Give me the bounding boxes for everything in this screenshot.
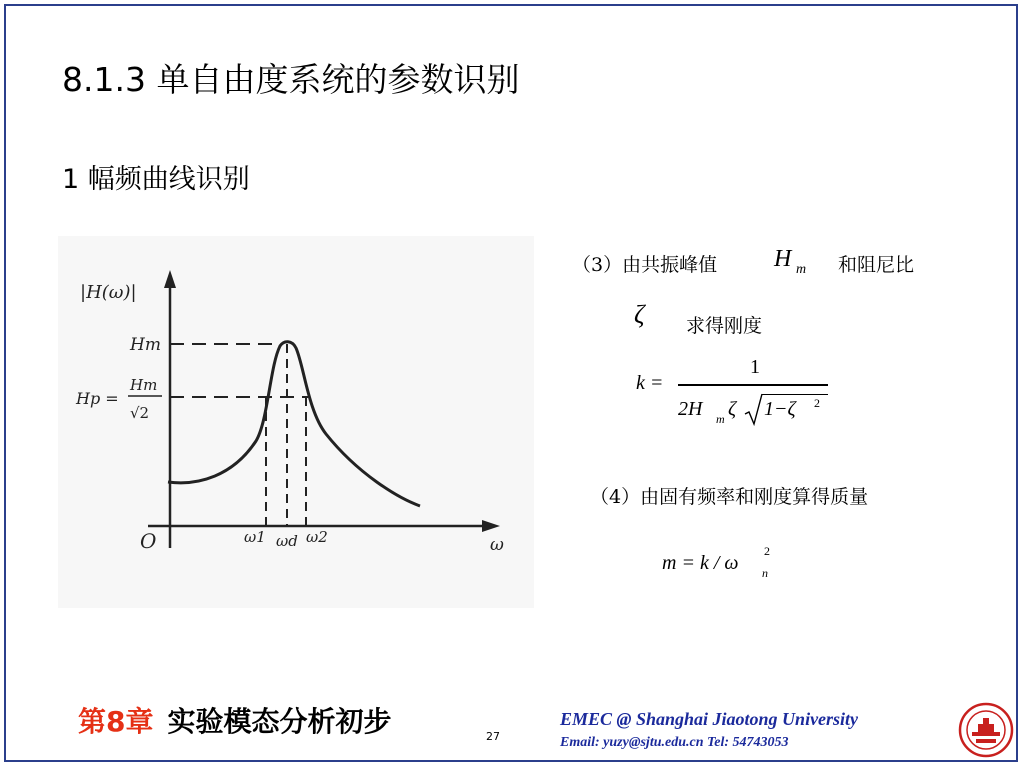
formula-k-den-root: 1−ζ (764, 398, 796, 420)
step4-text: （4）由固有频率和刚度算得质量 (590, 486, 869, 508)
formula-m-sup: 2 (764, 544, 770, 558)
footer-chapter-block (78, 700, 392, 740)
amplitude-frequency-figure (58, 236, 534, 608)
step3-stiffness-text: 求得刚度 (686, 315, 763, 337)
formula-k-den-zeta: ζ (728, 398, 737, 420)
formula-k-den-m: m (716, 412, 725, 426)
page-number: 27 (486, 730, 500, 743)
footer-contact: Email: yuzy@sjtu.edu.cn Tel: 54743053 (560, 735, 789, 750)
formula-k-den-square: 2 (814, 396, 820, 410)
amplitude-frequency-plot (58, 236, 534, 608)
section-heading: 1 幅频曲线识别 (62, 164, 250, 195)
formula-k-lhs: k = (636, 372, 664, 394)
formula-k-numerator: 1 (750, 356, 760, 378)
sqrt-sign (744, 392, 764, 428)
hp-numerator: Hm (130, 376, 158, 394)
slide-title: 8.1.3 单自由度系统的参数识别 (62, 60, 520, 99)
omega2-label: ω2 (306, 528, 328, 546)
x-axis-label: ω (490, 535, 504, 555)
university-logo (958, 702, 1014, 758)
step3-text: （3）由共振峰值 (572, 254, 718, 276)
y-axis-arrow (164, 270, 176, 288)
hm-symbol: H (774, 246, 792, 272)
chapter-label: 第8章 (78, 705, 154, 738)
hp-label: Hp = (76, 389, 119, 408)
hm-subscript: m (796, 262, 807, 277)
omegad-label: ωd (276, 532, 298, 550)
step3-damping-text: 和阻尼比 (838, 254, 915, 276)
hp-denominator: √2 (130, 404, 150, 422)
footer-organization: EMEC @ Shanghai Jiaotong University (560, 709, 859, 729)
y-axis-label: |H(ω)| (80, 282, 137, 303)
zeta-symbol: ζ (634, 300, 645, 329)
x-axis-arrow (482, 520, 500, 532)
formula-k-den-2h: 2H (678, 398, 703, 420)
response-curve (168, 342, 420, 506)
formula-k-fraction-bar (678, 384, 828, 386)
formula-m-sub: n (762, 566, 768, 580)
formula-m: m = k / ω (662, 552, 739, 574)
course-title: 实验模态分析初步 (167, 705, 392, 738)
omega1-label: ω1 (244, 528, 266, 546)
hm-label: Hm (130, 335, 161, 355)
origin-label: O (140, 529, 157, 553)
